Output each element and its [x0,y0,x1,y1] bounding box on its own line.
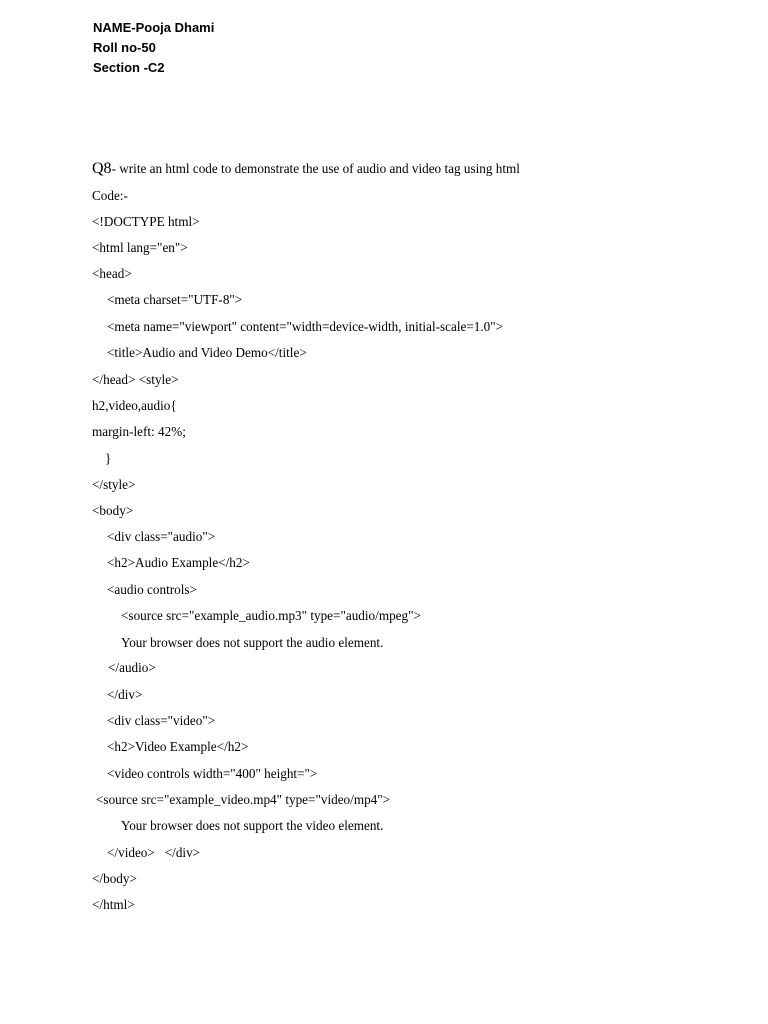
code-line: <div class="video"> [107,713,216,728]
question-number: Q8 [92,160,112,177]
code-line: <!DOCTYPE html> [92,214,200,229]
code-line: <source src="example_video.mp4" type="video/mp4"> [96,792,391,807]
code-line: </video> </div> [107,845,201,860]
code-line: </html> [92,897,135,912]
code-line: margin-left: 42%; [92,424,186,439]
code-line: <source src="example_audio.mp3" type="audio/mpeg"> [121,608,421,623]
code-line: </head> <style> [92,372,179,387]
code-line: </div> [107,687,143,702]
section: Section -C2 [93,60,165,75]
code-line: <html lang="en"> [92,240,188,255]
code-line: Your browser does not support the audio element. [121,635,384,650]
code-line: <title>Audio and Video Demo</title> [107,345,307,360]
code-line: <meta name="viewport" content="width=device-width, initial-scale=1.0"> [107,319,504,334]
roll-number: Roll no-50 [93,40,156,55]
student-name: NAME-Pooja Dhami [93,20,215,35]
code-label: Code:- [92,188,128,203]
code-line: </body> [92,871,137,886]
question-text [92,161,520,177]
code-line: </audio> [108,660,156,675]
code-line: <video controls width="400" height="> [107,766,318,781]
code-line: <audio controls> [107,582,197,597]
code-line: <div class="audio"> [107,529,216,544]
code-line: Your browser does not support the video element. [121,818,384,833]
question-body: - write an html code to demonstrate the use of audio and video tag using html [111,161,520,176]
code-line: <meta charset="UTF-8"> [107,292,243,307]
code-line: <head> [92,266,132,281]
code-line: <h2>Audio Example</h2> [107,555,250,570]
code-line: h2,video,audio{ [92,398,177,413]
code-line: <h2>Video Example</h2> [107,739,249,754]
code-line: } [105,451,112,466]
code-line: <body> [92,503,134,518]
code-line: </style> [92,477,136,492]
